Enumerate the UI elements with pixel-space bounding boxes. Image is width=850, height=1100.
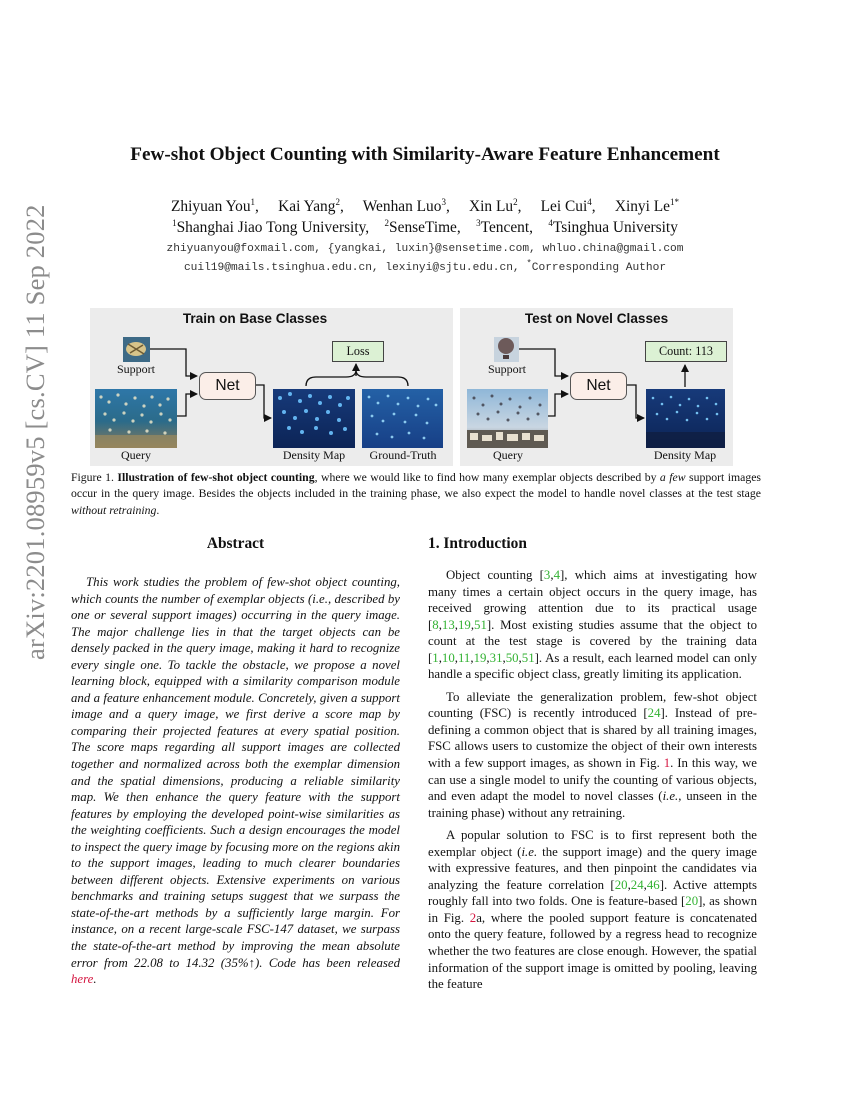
author-affiliation-mark: 1* <box>669 196 679 207</box>
introduction-body <box>428 567 757 993</box>
citation-link[interactable]: 31 <box>489 650 503 665</box>
citation-link[interactable]: 51 <box>474 617 487 632</box>
corresponding-author-note: Corresponding Author <box>531 262 667 274</box>
affiliation: Tsinghua University <box>552 219 678 236</box>
abstract-body <box>71 574 400 988</box>
introduction-heading: 1. Introduction <box>428 535 527 552</box>
citation-link[interactable]: 1 <box>432 650 439 665</box>
density-map-label-test: Density Map <box>653 448 717 462</box>
citation-link[interactable]: 3 <box>543 568 551 582</box>
citation-link[interactable]: 51 <box>521 650 535 665</box>
citation-link[interactable]: 4 <box>553 568 560 582</box>
query-label-test: Query <box>493 448 523 462</box>
query-image-balloons <box>467 389 548 448</box>
citation-link[interactable]: 13 <box>441 617 455 632</box>
affiliation-mark: 4 <box>548 217 553 228</box>
figure-ref-link[interactable]: 2 <box>469 910 477 925</box>
count-box: Count: 113 <box>645 341 727 362</box>
author: Kai Yang <box>278 198 336 215</box>
author: Xinyi Le <box>614 198 670 215</box>
net-box-test: Net <box>570 372 627 400</box>
citation-link[interactable]: 24 <box>630 877 644 892</box>
affiliation-mark: 3 <box>476 217 481 228</box>
density-map-train <box>273 389 355 448</box>
caption-italic: without retraining <box>71 503 157 517</box>
author-affiliation-mark: 3 <box>441 196 446 207</box>
code-link[interactable]: here <box>71 972 94 987</box>
ground-truth-label: Ground-Truth <box>369 448 437 462</box>
citation-link[interactable]: 50 <box>505 650 519 665</box>
density-map-test <box>646 389 725 448</box>
support-label-train: Support <box>116 362 155 376</box>
arxiv-stamp: arXiv:2201.08959v5 [cs.CV] 11 Sep 2022 <box>20 204 50 660</box>
citation-link[interactable]: 24 <box>647 706 661 721</box>
citation-link[interactable]: 19 <box>457 617 471 632</box>
citation-link[interactable]: 20 <box>685 894 699 909</box>
corresponding-mark: * <box>526 258 532 269</box>
author-affiliation-mark: 4 <box>587 196 592 207</box>
intro-paragraph-3: A popular solution to FSC is to first represent both the exemplar object (i.e. the support image) and the query image with expressive features, and then pinpoint the candidates via analyzing the feature correlation [20,24,46]. Active attempts roughly fall into two folds. One is feature-based [20], as shown in Fig. 2a, where the pooled support feature is concatenated onto the query feature, followed by a regress head to recognize whether the two features are close enough. However, the spatial information of the support image is omitted by pooling, leaving the feature <box>428 828 757 992</box>
support-label-test: Support <box>487 362 526 376</box>
caption-text: support images occur in the query image. Besides the objects included in the training phase, we also expect the model to handle novel classes at the test stage <box>71 471 761 501</box>
paper-title: Few-shot Object Counting with Similarity-Aware Feature Enhancement <box>130 144 720 165</box>
caption-text: . <box>156 503 160 517</box>
figure-1-diagram <box>0 0 850 470</box>
support-image-fish <box>123 337 150 362</box>
loss-box: Loss <box>332 341 384 362</box>
author-affiliation-mark: 1 <box>250 196 256 207</box>
figure-caption <box>71 470 761 519</box>
test-panel-title: Test on Novel Classes <box>524 311 669 326</box>
citation-link[interactable]: 46 <box>646 877 660 892</box>
query-label-train: Query <box>121 448 151 462</box>
abstract-heading: Abstract <box>206 535 265 552</box>
net-box-train: Net <box>199 372 256 400</box>
intro-paragraph-2: To alleviate the generalization problem, few-shot object counting (FSC) is recently introduced [24]. Instead of pre-defining a common object that is shared by all training images, FSC allows users to customize the object of their own interests with a few support images, as shown in Fig. 1. In this way, we can use a single model to unify the counting of various objects, and even adapt the model to novel classes (i.e., unseen in the training phase) without any retraining. <box>428 689 757 820</box>
author-affiliation-mark: 2 <box>513 196 518 207</box>
citation-link[interactable]: 19 <box>473 650 487 665</box>
author: Xin Lu <box>469 198 514 215</box>
citation-link[interactable]: 8 <box>432 617 439 632</box>
affiliation: SenseTime, <box>389 219 461 236</box>
emails-line-1: zhiyuanyou@foxmail.com, {yangkai, luxin}@sensetime.com, whluo.china@gmail.com <box>166 243 684 255</box>
query-image-fish-school <box>95 389 177 448</box>
caption-bold: Illustration of few-shot object counting <box>117 471 315 484</box>
density-map-label-train: Density Map <box>282 448 346 462</box>
figure-ref-link[interactable]: 1 <box>663 756 671 771</box>
abstract-end: . <box>93 972 97 987</box>
support-image-balloon <box>494 337 519 362</box>
affiliation: Tencent, <box>480 219 533 236</box>
author-affiliation-mark: 2 <box>335 196 340 207</box>
citation-link[interactable]: 10 <box>441 650 455 665</box>
affiliation-mark: 2 <box>384 217 390 228</box>
ground-truth-map <box>362 389 443 448</box>
caption-prefix: Figure 1. <box>71 471 114 484</box>
citation-link[interactable]: 11 <box>457 650 471 665</box>
author: Lei Cui <box>540 198 588 215</box>
caption-italic: a few <box>659 471 686 484</box>
affiliation: Shanghai Jiao Tong University, <box>176 219 370 236</box>
affiliation-mark: 1 <box>172 217 177 228</box>
author-list: Zhiyuan You$^1$, Kai Yang$^2$, Wenhan Luo$^3$, Xin Lu$^2$, Lei Cui$^4$, Xinyi $Le^{1*}$ <box>171 196 679 215</box>
author: Wenhan Luo <box>362 198 442 215</box>
emails-text: cuil19@mails.tsinghua.edu.cn, lexinyi@sjtu.edu.cn, <box>183 262 520 274</box>
intro-paragraph-1: Object counting [3,4], which aims at investigating how many times a certain object occurs in the query image, has received growing attention due to its practical usage [8,13,19,51]. Most existing studies assume that the object to count at the test stage is covered by the training data [1,10,11,19,31,50,51]. As a result, each learned model can only handle a specific object class, greatly limiting its application. <box>428 568 757 682</box>
train-panel-title: Train on Base Classes <box>182 311 328 326</box>
abstract-text: This work studies the problem of few-shot object counting, which counts the number of exemplar objects (i.e., described by one or several support images) occurring in the query image. The major challenge lies in that the target objects can be densely packed in the query image, making it hard to recognize every single one. To tackle the obstacle, we propose a novel learning block, equipped with a similarity comparison module and a feature enhancement module. Concretely, given a support image and a query image, we first derive a score map by comparing their projected features at every spatial position. The score maps regarding all support images are collected together and normalized across both the exemplar dimension and the spatial dimensions, producing a reliable similarity map. We then enhance the query feature with the support features by employing the developed point-wise similarities as the weighting coefficients. Such a design encourages the model to inspect the query image by focusing more on the regions akin to the support images, leading to much clearer boundaries between different objects. Extensive experiments on various benchmarks and training setups suggest that we surpass the state-of-the-art methods by a sufficiently large margin. For instance, on a recent large-scale FSC-147 dataset, we surpass the state-of-the-art method by improving the mean absolute error from 22.08 to 14.32 (35%↑). Code has been released <box>71 575 400 970</box>
caption-text: , where we would like to find how many exemplar objects described by <box>314 471 660 484</box>
author: Zhiyuan You <box>171 198 251 215</box>
citation-link[interactable]: 20 <box>614 877 628 892</box>
